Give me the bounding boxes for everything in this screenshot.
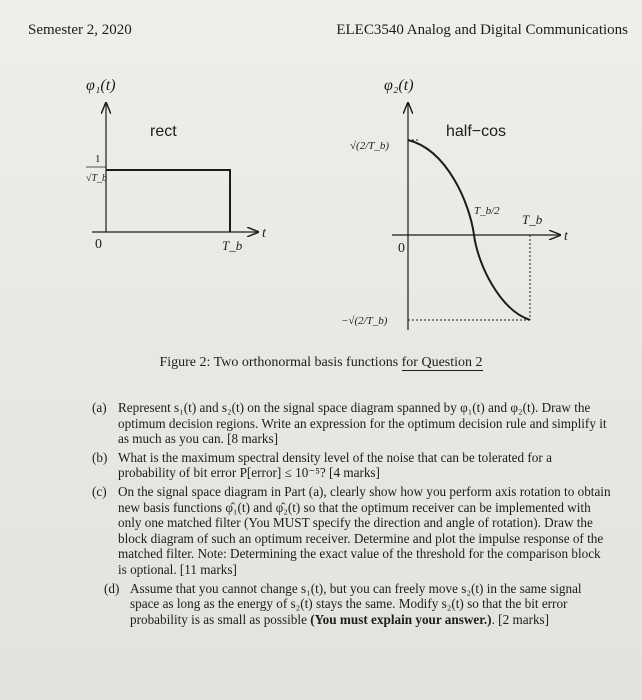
question-text: What is the maximum spectral density level of the noise that can be tolerated for a probability of bit error P[error] ≤ 10⁻⁵? [4 marks] <box>118 449 552 481</box>
question-marks: . [2 marks] <box>491 611 550 627</box>
question-item <box>92 400 612 447</box>
course-title: ELEC3540 Analog and Digital Communications <box>336 22 628 38</box>
question-text: Represent s₁(t) and s₂(t) on the signal space diagram spanned by φ₁(t) and φ₂(t). Draw the optimum decision regions. Write an expression for the optimum decision rule and simplify it as much as you can. [8 marks] <box>118 400 607 447</box>
question-item <box>92 450 612 481</box>
phi2-bottom-level-label: −√(2/T_b) <box>341 315 388 327</box>
phi1-origin-label: 0 <box>95 237 102 252</box>
question-label: (b) <box>92 449 108 465</box>
phi1-t-axis-label: t <box>262 226 266 241</box>
question-item <box>92 484 612 578</box>
question-text: Assume that you cannot change s₁(t), but you can freely move s₂(t) in the same signal space as long as the energy of s₂(t) stays the same. Modify s₂(t) so that the bit error probability is as small as possible <box>130 580 582 627</box>
question-label: (c) <box>92 483 107 499</box>
question-list <box>92 400 612 630</box>
phi1-tb-label: T_b <box>222 238 243 253</box>
caption-prefix: Figure 2: Two orthonormal basis functions <box>159 355 402 370</box>
question-emphasis: (You must explain your answer.) <box>310 611 492 627</box>
rect-name-label: rect <box>150 123 177 140</box>
rect-plot <box>86 77 267 253</box>
half-cos-name-label: half−cos <box>446 123 507 140</box>
half-cos-plot <box>341 77 569 330</box>
phi1-level-numerator: 1 <box>95 153 101 165</box>
phi1-level-denominator: √T_b <box>86 173 108 184</box>
phi2-t-axis-label: t <box>564 229 568 244</box>
basis-functions-figure <box>0 0 642 345</box>
question-label: (d) <box>104 580 120 596</box>
question-item <box>104 581 612 628</box>
rect-pulse <box>106 170 230 232</box>
half-cos-curve <box>408 140 530 320</box>
phi2-tb-label: T_b <box>522 212 543 227</box>
question-label: (a) <box>92 400 107 415</box>
phi2-axis-label: φ₂(t) <box>384 77 414 94</box>
phi2-half-tb-label: T_b/2 <box>474 205 500 217</box>
question-text: On the signal space diagram in Part (a), clearly show how you perform axis rotation to obtain new basis functions φ̂₁(t) and φ̂₂(t) so that the optimum receiver can be implemented with only one matched filter (You MUST specify the direction and angle of rotation). Draw the block diagram of such an optimum receiver. Determine and plot the impulse response of the matched filter. Note: Determining the exact value of the threshold for the comparison block is optional. [11 marks] <box>118 483 611 577</box>
phi2-top-level-label: √(2/T_b) <box>350 140 390 152</box>
caption-underlined: for Question 2 <box>401 355 483 370</box>
phi1-axis-label: φ₁(t) <box>86 77 116 94</box>
figure-caption <box>0 355 642 371</box>
semester-label: Semester 2, 2020 <box>28 22 132 38</box>
phi2-origin-label: 0 <box>398 241 405 256</box>
